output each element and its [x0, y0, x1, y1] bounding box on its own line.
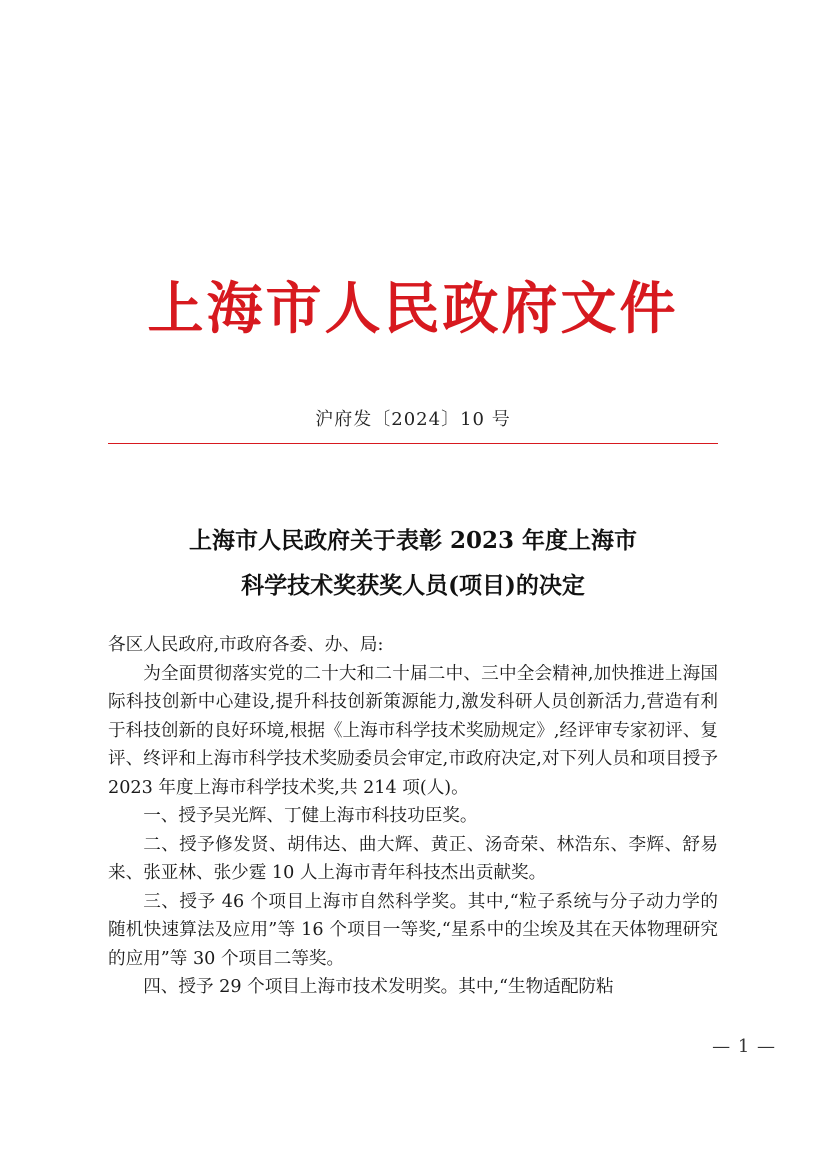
page-number: — 1 —	[712, 1036, 776, 1057]
body-paragraph: 为全面贯彻落实党的二十大和二十届二中、三中全会精神,加快推进上海国际科技创新中心建设,提升科技创新策源能力,激发科研人员创新活力,营造有利于科技创新的良好环境,根据《上海市科学技术奖励规定》,经评审专家初评、复评、终评和上海市科学技术奖励委员会审定,市政府决定,对下列人员和项目授予 2023 年度上海市科学技术奖,共 214 项(人)。	[108, 663, 718, 798]
body-paragraph: 二、授予修发贤、胡伟达、曲大辉、黄正、汤奇荣、林浩东、李辉、舒易来、张亚林、张少霆 10 人上海市青年科技杰出贡献奖。	[108, 834, 718, 883]
document-title-line-1: 上海市人民政府关于表彰 2023 年度上海市	[188, 527, 638, 554]
document-body	[108, 631, 718, 1002]
document-number: 沪府发〔2024〕10 号	[315, 409, 511, 430]
document-title-line-2: 科学技术奖获奖人员(项目)的决定	[241, 572, 585, 599]
document-masthead: 上海市人民政府文件	[147, 277, 679, 342]
red-divider-line	[108, 443, 718, 444]
body-paragraph: 一、授予吴光辉、丁健上海市科技功臣奖。	[143, 806, 478, 826]
document-title	[60, 518, 766, 608]
body-paragraph: 四、授予 29 个项目上海市技术发明奖。其中,“生物适配防粘	[143, 977, 614, 997]
salutation: 各区人民政府,市政府各委、办、局:	[108, 635, 384, 655]
body-paragraph: 三、授予 46 个项目上海市自然科学奖。其中,“粒子系统与分子动力学的随机快速算法及应用”等 16 个项目一等奖,“星系中的尘埃及其在天体物理研究的应用”等 30 个项目二等奖。	[108, 891, 718, 969]
